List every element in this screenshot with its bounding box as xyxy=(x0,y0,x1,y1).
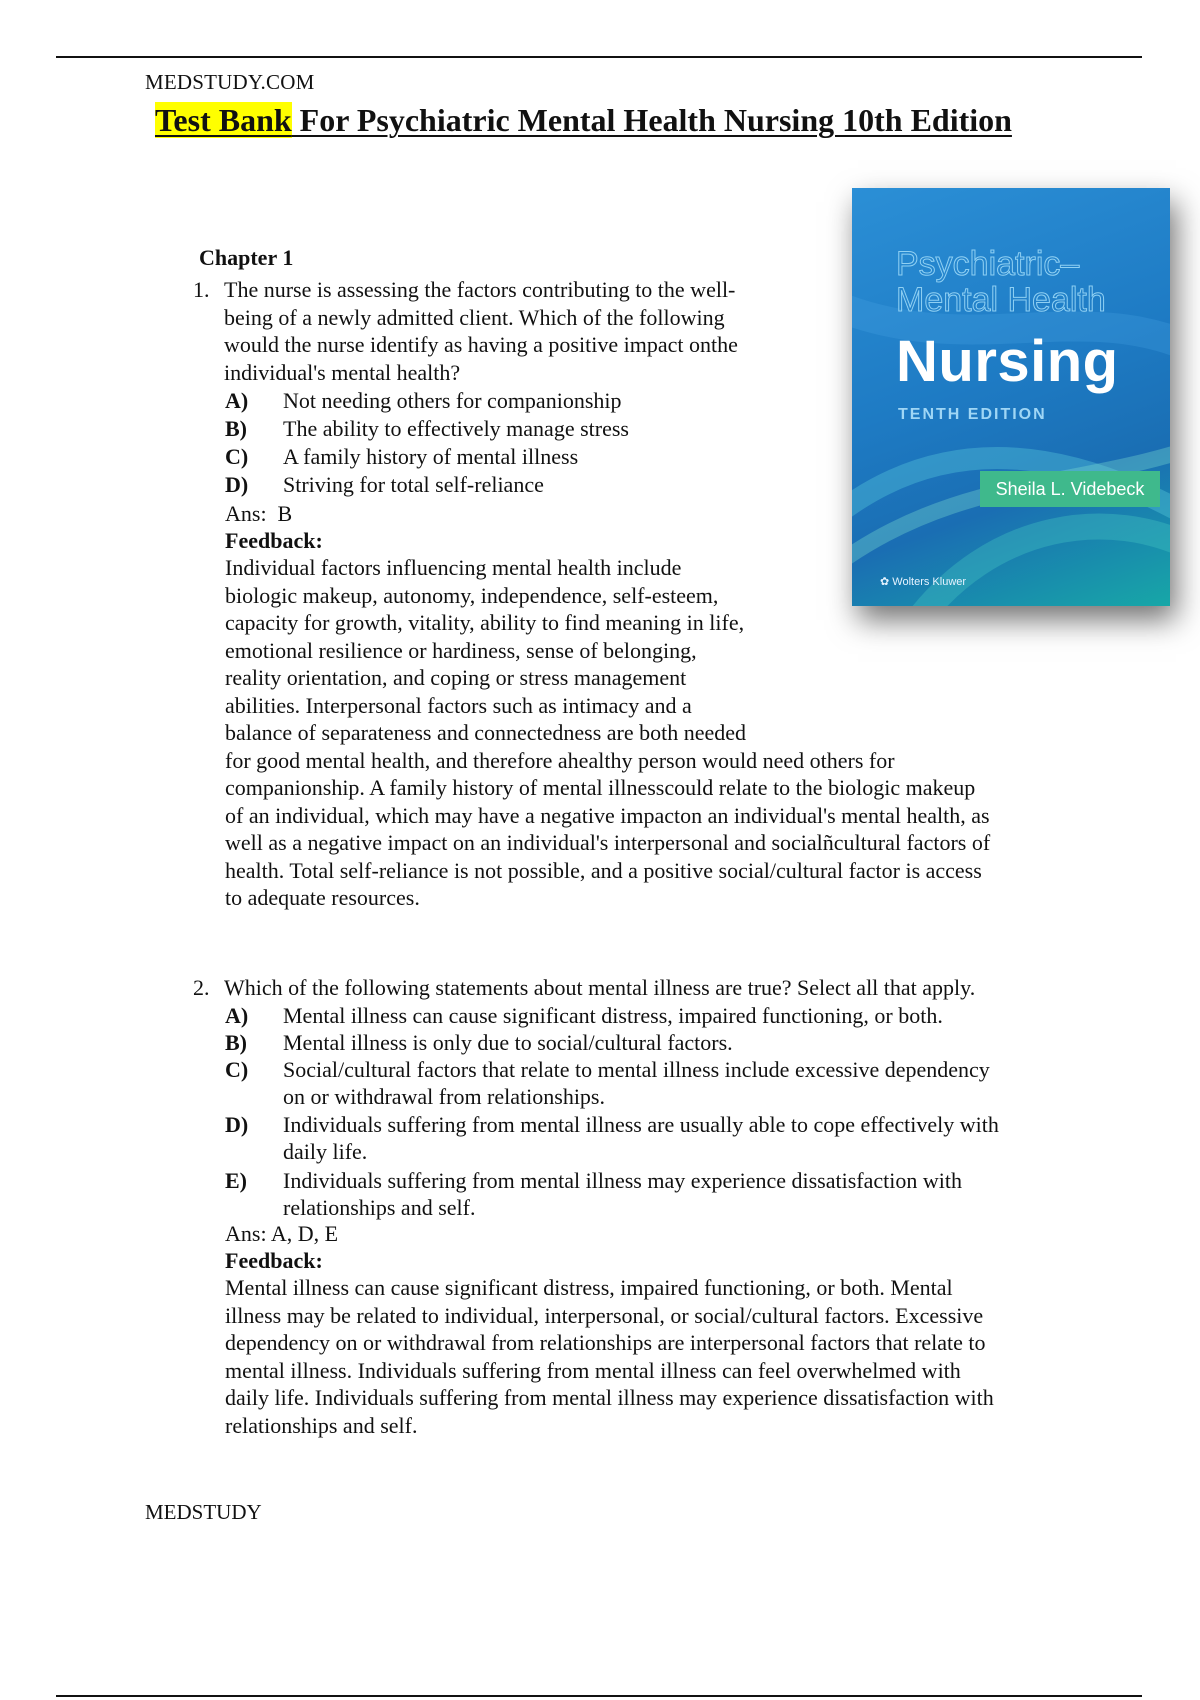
top-rule xyxy=(56,56,1142,58)
feedback-line: Mental illness can cause significant distress, impaired functioning, or both. Mental xyxy=(225,1275,953,1300)
option-label: E) xyxy=(225,1168,247,1193)
option-text: Social/cultural factors that relate to mental illness include excessive dependency xyxy=(283,1057,990,1082)
cover-title-main: Nursing xyxy=(896,329,1119,394)
option-label: D) xyxy=(225,472,249,497)
question-1-feedback xyxy=(225,554,990,912)
page-footer: MEDSTUDY xyxy=(145,1500,262,1524)
feedback-line: reality orientation, and coping or stress management xyxy=(225,665,687,690)
feedback-line: balance of separateness and connectedness are both needed xyxy=(225,720,747,745)
page-title xyxy=(155,102,1012,139)
question-1-feedback-label: Feedback: xyxy=(225,528,323,553)
feedback-line: mental illness. Individuals suffering from mental illness can feel overwhelmed with xyxy=(225,1357,961,1383)
book-cover-image xyxy=(852,188,1170,606)
option-label: C) xyxy=(225,1057,249,1082)
feedback-line: Individual factors influencing mental health include xyxy=(225,555,682,580)
feedback-line: companionship. A family history of mental illnesscould relate to the biologic makeup xyxy=(225,775,976,800)
stem-line: would the nurse identify as having a positive impact onthe xyxy=(224,332,738,357)
option-text: Striving for total self-reliance xyxy=(283,472,544,497)
option-text: The ability to effectively manage stress xyxy=(283,416,629,441)
option-label: B) xyxy=(225,416,247,441)
cover-edition: TENTH EDITION xyxy=(898,406,1047,423)
question-1-stem xyxy=(224,276,738,386)
option-label: A) xyxy=(225,1003,249,1028)
option-text: Not needing others for companionship xyxy=(283,388,622,413)
feedback-line: health. Total self-reliance is not possible, and a positive social/cultural factor is access xyxy=(225,857,982,883)
feedback-line: relationships and self. xyxy=(225,1412,418,1438)
feedback-line: emotional resilience or hardiness, sense of belonging, xyxy=(225,637,697,663)
feedback-line: for good mental health, and therefore ahealthy person would need others for xyxy=(225,747,895,773)
title-highlight: Test Bank xyxy=(155,102,292,138)
feedback-line: daily life. Individuals suffering from mental illness may experience dissatisfaction with xyxy=(225,1385,994,1410)
stem-line: individual's mental health? xyxy=(224,359,461,385)
question-2-feedback-label: Feedback: xyxy=(225,1248,323,1273)
option-text: A family history of mental illness xyxy=(283,444,579,469)
option-text-cont: on or withdrawal from relationships. xyxy=(283,1084,605,1109)
question-2-answer: Ans: A, D, E xyxy=(225,1221,339,1246)
option-text: Mental illness can cause significant distress, impaired functioning, or both. xyxy=(283,1003,943,1028)
question-1-answer: Ans: B xyxy=(225,501,293,526)
cover-title-line2: Mental Health xyxy=(896,281,1106,319)
feedback-line: dependency on or withdrawal from relationships are interpersonal factors that relate to xyxy=(225,1330,986,1355)
stem-line: Which of the following statements about mental illness are true? Select all that apply. xyxy=(224,975,976,1000)
chapter-heading: Chapter 1 xyxy=(199,245,294,270)
feedback-line: capacity for growth, vitality, ability to find meaning in life, xyxy=(225,610,745,635)
question-2-stem xyxy=(224,974,975,1002)
option-text-cont: relationships and self. xyxy=(283,1195,476,1220)
option-label: A) xyxy=(225,388,249,413)
option-text: Individuals suffering from mental illness are usually able to cope effectively with xyxy=(283,1112,999,1137)
stem-line: being of a newly admitted client. Which of the following xyxy=(224,304,725,330)
option-label: D) xyxy=(225,1112,249,1137)
feedback-line: to adequate resources. xyxy=(225,885,420,910)
cover-title-line1: Psychiatric– xyxy=(896,245,1080,283)
cover-author-badge: Sheila L. Videbeck xyxy=(980,471,1160,507)
option-text: Mental illness is only due to social/cultural factors. xyxy=(283,1030,733,1055)
option-label: B) xyxy=(225,1030,247,1055)
feedback-line: abilities. Interpersonal factors such as intimacy and a xyxy=(225,692,692,718)
feedback-line: biologic makeup, autonomy, independence, self-esteem, xyxy=(225,582,719,608)
question-2-number: 2. xyxy=(193,975,210,1000)
option-text-cont: daily life. xyxy=(283,1139,368,1164)
site-header: MEDSTUDY.COM xyxy=(145,70,315,94)
feedback-line: well as a negative impact on an individual's interpersonal and socialñcultural factors of xyxy=(225,830,991,855)
question-1-number: 1. xyxy=(193,277,210,302)
stem-line: The nurse is assessing the factors contributing to the well- xyxy=(224,277,736,302)
option-label: C) xyxy=(225,444,249,469)
cover-publisher-logo: ✿ Wolters Kluwer xyxy=(880,576,967,588)
option-text: Individuals suffering from mental illness may experience dissatisfaction with xyxy=(283,1168,962,1193)
title-rest: For Psychiatric Mental Health Nursing 10th Edition xyxy=(291,102,1012,138)
feedback-line: illness may be related to individual, interpersonal, or social/cultural factors. Excessive xyxy=(225,1302,984,1328)
feedback-line: of an individual, which may have a negative impacton an individual's mental health, as xyxy=(225,802,990,828)
bottom-rule xyxy=(56,1695,1142,1697)
question-2-feedback xyxy=(225,1274,994,1439)
cover-publisher: Wolters Kluwer xyxy=(892,576,967,588)
